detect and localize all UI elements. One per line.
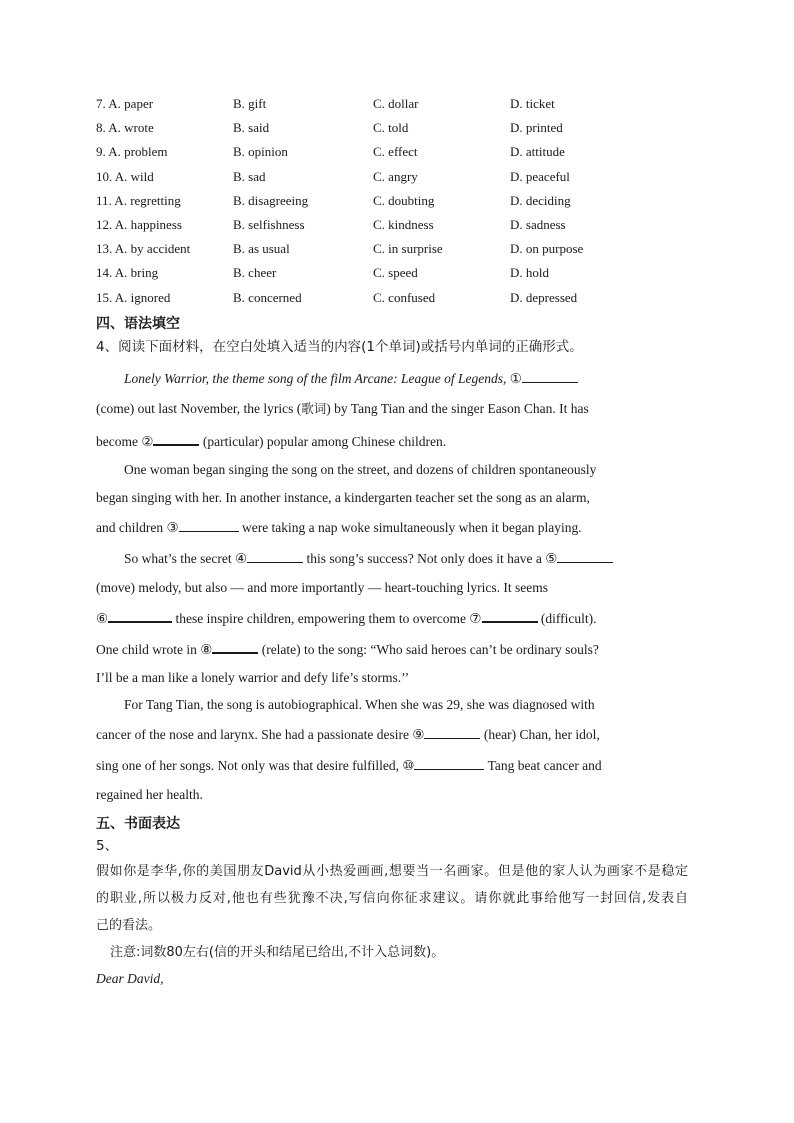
passage-text-cjk: 歌词 bbox=[301, 401, 327, 416]
blank-1[interactable] bbox=[522, 368, 578, 383]
option-a: 11. A. regretting bbox=[96, 192, 181, 208]
passage-text: ⑥ bbox=[96, 611, 109, 626]
passage-text: (relate) to the song: “Who said heroes can’t be ordinary souls? bbox=[258, 642, 599, 657]
blank-1-label: ① bbox=[509, 371, 522, 386]
option-b: B. opinion bbox=[233, 144, 288, 160]
option-b: B. disagreeing bbox=[233, 192, 309, 208]
option-d: D. depressed bbox=[510, 289, 578, 305]
section-5-heading: 五、书面表达 bbox=[96, 816, 180, 832]
blank-10[interactable] bbox=[414, 755, 484, 770]
passage-text: ) by Tang Tian and the singer Eason Chan. It has bbox=[326, 401, 589, 416]
passage-line-5: began singing with her. In another instance, a kindergarten teacher set the song as an alarm, bbox=[96, 490, 590, 505]
option-d: D. attitude bbox=[510, 144, 565, 160]
blank-4[interactable] bbox=[247, 548, 303, 563]
option-a: 9. A. problem bbox=[96, 144, 168, 160]
option-d: D. sadness bbox=[510, 217, 566, 232]
option-d: D. ticket bbox=[510, 96, 555, 111]
blank-6[interactable] bbox=[108, 607, 172, 623]
letter-salutation: Dear David, bbox=[96, 971, 164, 986]
option-d: D. printed bbox=[510, 120, 563, 136]
option-d: D. deciding bbox=[510, 192, 571, 208]
option-c: C. angry bbox=[373, 168, 418, 184]
passage-line-6 bbox=[96, 517, 686, 538]
passage-text: (hear) Chan, her idol, bbox=[480, 727, 600, 742]
option-b: B. selfishness bbox=[233, 217, 305, 232]
passage-line-10 bbox=[96, 638, 686, 660]
passage-text: One child wrote in ⑧ bbox=[96, 642, 213, 657]
passage-line-14 bbox=[96, 755, 686, 776]
passage-line-12: For Tang Tian, the song is autobiographical. When she was 29, she was diagnosed with bbox=[124, 697, 595, 712]
passage-line-1 bbox=[124, 368, 686, 389]
passage-text: were taking a nap woke simultaneously when it began playing. bbox=[238, 520, 582, 535]
passage-text: sing one of her songs. Not only was that desire fulfilled, ⑩ bbox=[96, 758, 415, 773]
passage-line-13 bbox=[96, 724, 686, 745]
passage-line-11: I’ll be a man like a lonely warrior and defy life’s storms.’’ bbox=[96, 670, 410, 685]
passage-line-7 bbox=[124, 548, 686, 569]
option-d: D. hold bbox=[510, 265, 549, 281]
writing-prompt-line-1: 假如你是李华,你的美国朋友David从小热爱画画,想要当一名画家。但是他的家人认为画家不是稳定 bbox=[96, 864, 688, 879]
passage-text: (difficult). bbox=[537, 611, 597, 626]
option-a: 13. A. by accident bbox=[96, 241, 191, 257]
section-4-heading: 四、语法填空 bbox=[96, 316, 180, 332]
option-c: C. told bbox=[373, 120, 409, 136]
option-b: B. as usual bbox=[233, 241, 290, 257]
passage-line-2 bbox=[96, 399, 686, 419]
passage-text: and children ③ bbox=[96, 520, 179, 535]
blank-9[interactable] bbox=[424, 724, 480, 739]
question-5-number: 5、 bbox=[96, 838, 119, 854]
option-c: C. in surprise bbox=[373, 241, 443, 257]
passage-text: (particular) popular among Chinese children. bbox=[199, 434, 447, 449]
option-a: 8. A. wrote bbox=[96, 120, 154, 136]
option-c: C. doubting bbox=[373, 192, 435, 208]
option-c: C. dollar bbox=[373, 96, 419, 111]
blank-2[interactable] bbox=[153, 430, 199, 446]
writing-prompt-line-3: 己的看法。 bbox=[96, 918, 162, 933]
option-c: C. confused bbox=[373, 289, 436, 305]
blank-3[interactable] bbox=[179, 517, 239, 532]
passage-text: become ② bbox=[96, 434, 154, 449]
option-b: B. said bbox=[233, 120, 270, 136]
option-a: 15. A. ignored bbox=[96, 289, 171, 305]
passage-line-3 bbox=[96, 430, 686, 452]
option-b: B. sad bbox=[233, 168, 266, 184]
passage-line-4: One woman began singing the song on the street, and dozens of children spontaneously bbox=[124, 462, 597, 477]
option-c: C. effect bbox=[373, 144, 418, 160]
passage-text: this song’s success? Not only does it have a ⑤ bbox=[303, 551, 558, 566]
option-a: 12. A. happiness bbox=[96, 217, 182, 232]
option-c: C. kindness bbox=[373, 217, 434, 232]
passage-line-8: (move) melody, but also — and more importantly — heart-touching lyrics. It seems bbox=[96, 580, 549, 595]
passage-text: Lonely Warrior, the theme song of the film Arcane: League of Legends, bbox=[124, 371, 507, 386]
option-b: B. concerned bbox=[233, 289, 302, 305]
blank-7[interactable] bbox=[482, 607, 538, 623]
option-b: B. cheer bbox=[233, 265, 277, 281]
option-a: 10. A. wild bbox=[96, 168, 154, 184]
option-b: B. gift bbox=[233, 96, 267, 111]
option-d: D. peaceful bbox=[510, 168, 570, 184]
passage-text: (come) out last November, the lyrics ( bbox=[96, 401, 302, 416]
option-a: 14. A. bring bbox=[96, 265, 159, 281]
passage-text: these inspire children, empowering them to overcome ⑦ bbox=[172, 611, 482, 626]
blank-5[interactable] bbox=[557, 548, 613, 563]
writing-note: 注意:词数80左右(信的开头和结尾已给出,不计入总词数)。 bbox=[110, 945, 445, 960]
passage-text: Tang beat cancer and bbox=[484, 758, 602, 773]
passage-line-15: regained her health. bbox=[96, 787, 203, 802]
section-4-instruction: 4、阅读下面材料，在空白处填入适当的内容(1个单词)或括号内单词的正确形式。 bbox=[96, 339, 583, 355]
option-a: 7. A. paper bbox=[96, 96, 154, 111]
blank-8[interactable] bbox=[212, 638, 258, 654]
option-d: D. on purpose bbox=[510, 241, 584, 257]
option-c: C. speed bbox=[373, 265, 418, 281]
passage-line-9 bbox=[96, 607, 686, 629]
passage-text: So what’s the secret ④ bbox=[124, 551, 248, 566]
passage-text: cancer of the nose and larynx. She had a passionate desire ⑨ bbox=[96, 727, 425, 742]
writing-prompt-line-2: 的职业,所以极力反对,他也有些犹豫不决,写信向你征求建议。请你就此事给他写一封回信,发表自 bbox=[96, 891, 688, 906]
